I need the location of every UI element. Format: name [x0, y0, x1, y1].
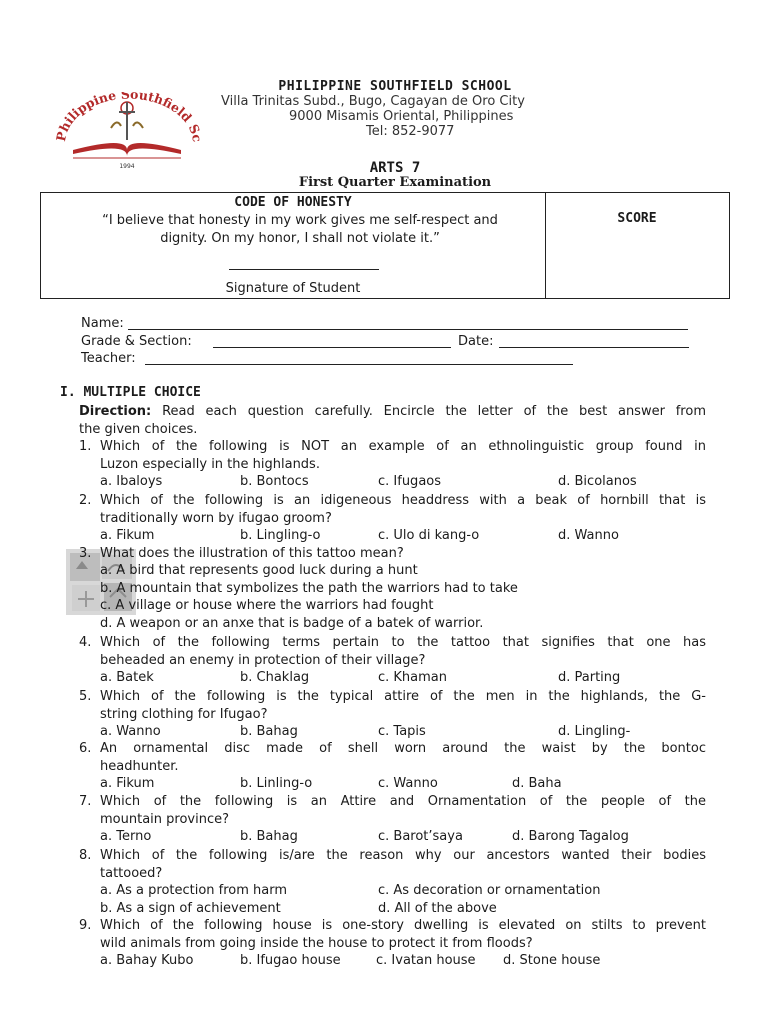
question-text: beheaded an enemy in protection of their village?: [100, 653, 426, 668]
question-number: 4.: [79, 635, 92, 650]
answer-option[interactable]: d. Stone house: [503, 953, 601, 968]
answer-option[interactable]: b. Bahag: [240, 829, 298, 844]
direction-label: Direction:: [79, 404, 152, 419]
honor-line-2: dignity. On my honor, I shall not violate it.”: [160, 231, 440, 246]
answer-option[interactable]: c. A village or house where the warriors had fought: [100, 598, 434, 614]
question-number: 5.: [79, 689, 92, 704]
answer-option[interactable]: b. Ifugao house: [240, 953, 341, 968]
question-text: An ornamental disc made of shell worn around the waist by the bontoc: [100, 741, 706, 756]
question-number: 7.: [79, 794, 92, 809]
question-text: tattooed?: [100, 866, 163, 881]
school-logo: [55, 92, 200, 172]
question-number: 2.: [79, 493, 92, 508]
question-text: Which of the following is an idigeneous headdress with a beak of hornbill that is: [100, 493, 706, 508]
logo-year: 1994: [119, 163, 135, 170]
answer-option[interactable]: c. Wanno: [378, 776, 438, 791]
address-line-1: Villa Trinitas Subd., Bugo, Cagayan de Oro City: [221, 94, 525, 109]
answer-option[interactable]: c. Barot’saya: [378, 829, 463, 844]
question-number: 9.: [79, 918, 92, 933]
code-of-honesty-box: [40, 192, 730, 299]
answer-option[interactable]: a. Fikum: [100, 528, 155, 543]
teacher-label: Teacher:: [81, 351, 136, 366]
honor-line-1: “I believe that honesty in my work gives me self-respect and: [102, 213, 498, 228]
section-title: I. MULTIPLE CHOICE: [60, 385, 201, 400]
question-number: 6.: [79, 741, 92, 756]
question-text: Which of the following is an Attire and Ornamentation of the people of the: [100, 794, 706, 809]
grade-section-field[interactable]: [213, 347, 451, 348]
date-label: Date:: [458, 334, 494, 349]
answer-option[interactable]: c. Ulo di kang-o: [378, 528, 480, 543]
answer-option[interactable]: c. Tapis: [378, 724, 426, 739]
answer-option[interactable]: d. A weapon or an anxe that is badge of a batek of warrior.: [100, 616, 484, 632]
direction-line-1: [79, 403, 706, 421]
answer-option[interactable]: d. Parting: [558, 670, 621, 685]
question-text: Which of the following terms pertain to the tattoo that signifies that one has: [100, 635, 706, 650]
answer-option[interactable]: a. Ibaloys: [100, 474, 163, 489]
answer-option[interactable]: a. Terno: [100, 829, 152, 844]
grade-section-label: Grade & Section:: [81, 334, 192, 349]
answer-option[interactable]: d. Barong Tagalog: [512, 829, 629, 844]
signature-label: Signature of Student: [225, 281, 361, 296]
question-text: Which of the following is/are the reason why our ancestors wanted their bodies: [100, 848, 706, 863]
question-number: 1.: [79, 439, 92, 454]
answer-option[interactable]: b. As a sign of achievement: [100, 901, 281, 916]
question-text: traditionally worn by ifugao groom?: [100, 511, 332, 526]
answer-option[interactable]: d. Bicolanos: [558, 474, 637, 489]
answer-option[interactable]: d. Baha: [512, 776, 562, 791]
answer-option[interactable]: c. Ifugaos: [378, 474, 442, 489]
answer-option[interactable]: d. All of the above: [378, 901, 497, 916]
name-label: Name:: [81, 316, 124, 331]
answer-option[interactable]: d. Lingling-: [558, 724, 631, 739]
answer-option[interactable]: a. A bird that represents good luck during a hunt: [100, 563, 418, 578]
answer-option[interactable]: b. Bahag: [240, 724, 298, 739]
question-text: Which of the following is the typical attire of the men in the highlands, the G-: [100, 689, 706, 704]
question-text: Which of the following is NOT an example of an ethnolinguistic group found in: [100, 439, 706, 454]
question-text: wild animals from going inside the house to protect it from floods?: [100, 936, 533, 951]
name-field[interactable]: [128, 329, 688, 330]
address-line-2: 9000 Misamis Oriental, Philippines: [289, 109, 514, 124]
exam-title: First Quarter Examination: [298, 175, 492, 190]
answer-option[interactable]: a. Batek: [100, 670, 154, 685]
answer-option[interactable]: c. Ivatan house: [376, 953, 476, 968]
subject-title: ARTS 7: [369, 160, 421, 176]
score-label: SCORE: [617, 211, 657, 226]
honor-title: CODE OF HONESTY: [234, 195, 352, 210]
question-number: 3.: [79, 546, 92, 561]
teacher-field[interactable]: [145, 364, 573, 365]
answer-option[interactable]: a. Wanno: [100, 724, 161, 739]
direction-text: Read each question carefully. Encircle the letter of the best answer from: [162, 404, 706, 419]
answer-option[interactable]: d. Wanno: [558, 528, 619, 543]
direction-line-2: the given choices.: [79, 422, 198, 437]
honor-statement: [71, 212, 529, 248]
answer-option[interactable]: a. Bahay Kubo: [100, 953, 194, 968]
logo-arc-text: hilippine Southfield: [55, 92, 195, 135]
answer-option[interactable]: b. Bontocs: [240, 474, 309, 489]
question-text: What does the illustration of this tattoo mean?: [100, 546, 404, 561]
answer-option[interactable]: b. Linling-o: [240, 776, 313, 791]
school-name: PHILIPPINE SOUTHFIELD SCHOOL: [278, 79, 512, 94]
answer-option[interactable]: a. As a protection from harm: [100, 883, 288, 898]
question-text: Luzon especially in the highlands.: [100, 457, 320, 472]
answer-option[interactable]: c. Khaman: [378, 670, 448, 685]
date-field[interactable]: [499, 347, 689, 348]
answer-option[interactable]: b. Lingling-o: [240, 528, 321, 543]
answer-option[interactable]: b. Chaklag: [240, 670, 310, 685]
question-text: mountain province?: [100, 812, 229, 827]
question-number: 8.: [79, 848, 92, 863]
question-text: string clothing for Ifugao?: [100, 707, 268, 722]
telephone: Tel: 852-9077: [366, 124, 455, 139]
signature-line[interactable]: [229, 269, 379, 270]
answer-option[interactable]: b. A mountain that symbolizes the path the warriors had to take: [100, 580, 518, 596]
question-text: headhunter.: [100, 759, 179, 774]
answer-option[interactable]: c. As decoration or ornamentation: [378, 883, 601, 898]
question-text: Which of the following house is one-story dwelling is elevated on stilts to prevent: [100, 918, 706, 933]
box-divider: [545, 193, 546, 298]
answer-option[interactable]: a. Fikum: [100, 776, 155, 791]
